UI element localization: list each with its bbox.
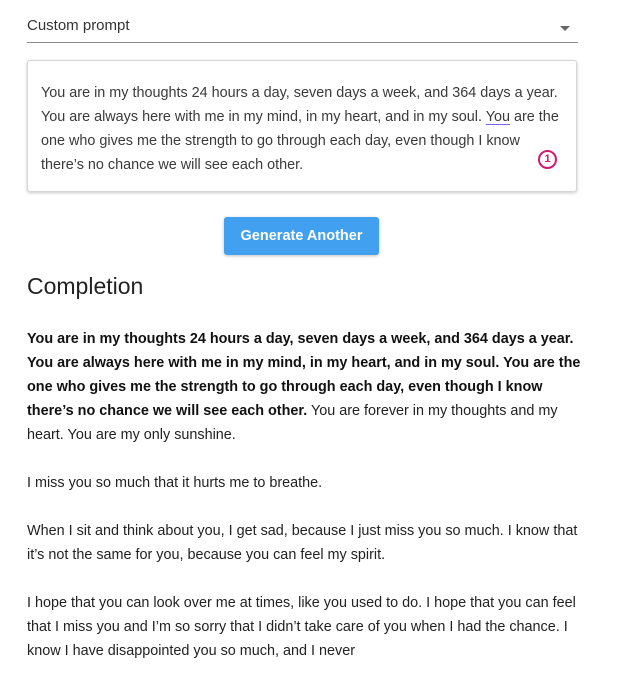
completion-text xyxy=(27,327,582,687)
completion-continuation: You are forever in my thoughts and my heart. You are my only sunshine. xyxy=(27,403,558,443)
completion-paragraph: I hope that you can look over me at times, like you used to do. I hope that you can feel that I miss you and I’m so sorry that I didn’t take care of you when I had the chance. I know I have disappointed you so much, and I never xyxy=(27,595,576,659)
spellcheck-underlined-word[interactable]: You xyxy=(485,109,511,125)
prompt-select-value: Custom prompt xyxy=(27,17,130,34)
completion-prompt-echo: You are in my thoughts 24 hours a day, seven days a week, and 364 days a year. You are always here with me in my mind, in my heart, and in my soul. You are the one who gives me the strength to go through each day, even though I know there’s no chance we will see each other. xyxy=(27,331,581,419)
prompt-textarea[interactable] xyxy=(27,60,577,192)
dropdown-arrow-icon[interactable] xyxy=(560,26,570,31)
generate-another-button[interactable]: Generate Another xyxy=(224,217,379,255)
grammar-suggestion-badge[interactable]: 1 xyxy=(538,150,557,169)
completion-heading: Completion xyxy=(27,273,144,299)
completion-paragraph: I miss you so much that it hurts me to breathe. xyxy=(27,475,323,491)
prompt-text[interactable] xyxy=(41,81,566,177)
completion-paragraph xyxy=(27,327,582,447)
prompt-text-part: are the one who gives me the strength to go through each day, even though I know there’s no chance we will see each other. xyxy=(41,109,563,173)
prompt-select[interactable] xyxy=(27,12,578,43)
completion-paragraph: When I sit and think about you, I get sad, because I just miss you so much. I know that it’s not the same for you, because you can feel my spirit. xyxy=(27,523,578,563)
prompt-text-part: You are in my thoughts 24 hours a day, seven days a week, and 364 days a year. You are always here with me in my mind, in my heart, and in my soul. xyxy=(41,85,562,125)
